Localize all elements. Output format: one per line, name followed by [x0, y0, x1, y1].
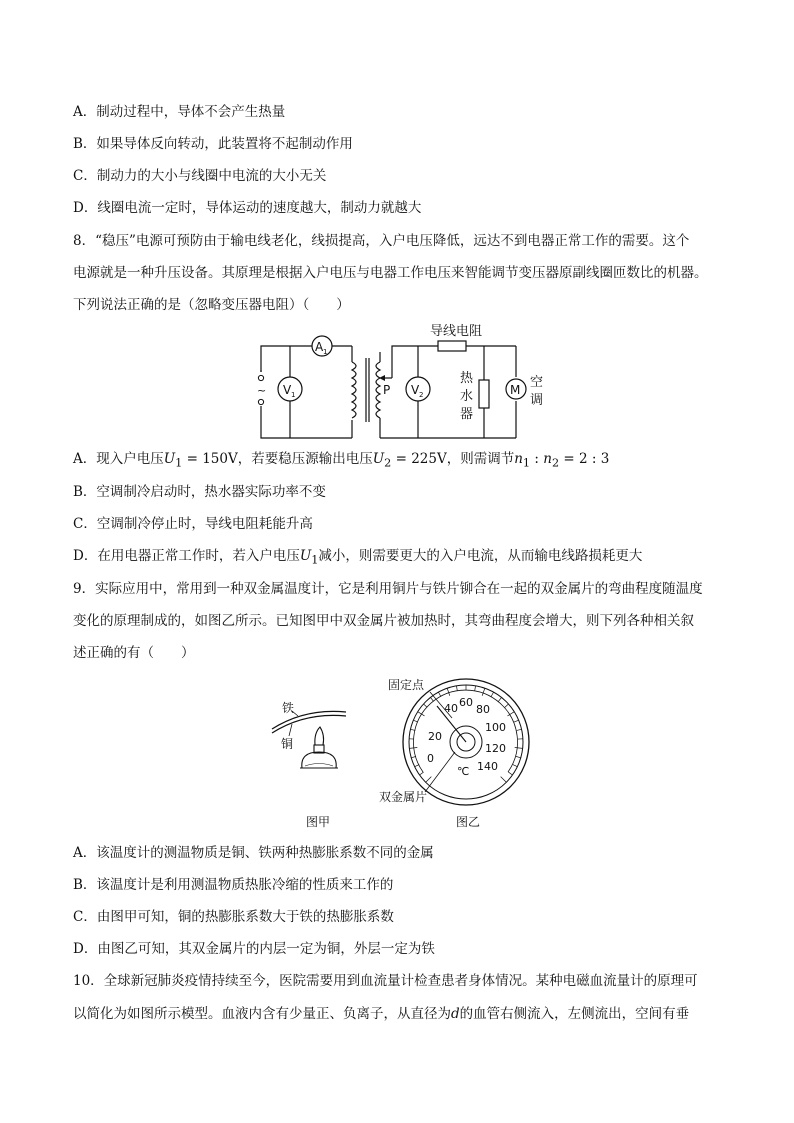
q8-stem-line-1: 8．“稳压”电源可预防由于输电线老化，线损提高，入户电压降低，远达不到电器正常工作的需要。这个: [73, 233, 690, 249]
q9-stem-line-3: 述正确的有（ ）: [73, 645, 195, 661]
dial-tick-40: 40: [444, 702, 458, 715]
q8-circuit-diagram: [240, 318, 560, 446]
q9-stem-line-2: 变化的原理制成的，如图乙所示。已知图甲中双金属片被加热时，其弯曲程度会增大，则下列各种相关叙: [73, 613, 694, 629]
q8-ammeter-sub: 1: [323, 348, 328, 356]
q8-option-a-u2-value: = 225V: [391, 451, 447, 467]
dial-tick-0: 0: [427, 752, 434, 765]
q8-source-symbol: ~: [257, 384, 267, 397]
q8-option-a-u2-sub: 2: [384, 456, 392, 470]
q8-heater-char-2: 水: [460, 389, 474, 404]
q8-motor-label: M: [510, 383, 521, 397]
q7-option-b: B．如果导体反向转动，此装置将不起制动作用: [73, 136, 353, 152]
q8-wire-resistor: [438, 341, 466, 351]
q8-ammeter-label: A: [315, 340, 324, 354]
dial-tick-140: 140: [477, 760, 498, 773]
q9-option-a: A．该温度计的测温物质是铜、铁两种热膨胀系数不同的金属: [73, 845, 434, 861]
q8-voltmeter-v1-label: V: [283, 383, 292, 397]
dial-tick-mark: [501, 777, 507, 783]
caption-figure-a: 图甲: [306, 815, 331, 829]
q8-option-a-n2-sub: 2: [551, 456, 560, 470]
q8-voltmeter-v1-sub: 1: [291, 391, 296, 399]
q8-option-a-end: ，则需调节: [446, 451, 515, 467]
q8-option-a-u2: U: [372, 451, 385, 467]
dial-tick-mark: [415, 765, 420, 767]
q8-option-d-prefix: D．在用电器正常工作时，若入户电压: [73, 548, 300, 564]
iron-label: 铁: [282, 701, 295, 715]
dial-tick-mark: [498, 697, 501, 701]
q7-option-c: C．制动力的大小与线圈中电流的大小无关: [73, 168, 327, 184]
q8-option-a-n1: n: [514, 451, 523, 467]
dial-tick-mark: [430, 697, 433, 701]
q8-heater-char-1: 热: [460, 371, 474, 386]
q8-option-c: C．空调制冷停止时，导线电阻耗能升高: [73, 516, 313, 532]
dial-tick-mark: [438, 692, 440, 696]
dial-tick-mark: [516, 756, 521, 757]
q7-option-d: D．线圈电流一定时，导体运动的速度越大，制动力就越大: [73, 200, 422, 216]
q10-stem-line-2-post: 的血管右侧流入，左侧流出，空间有垂: [459, 1006, 690, 1022]
q8-option-a: [73, 450, 609, 473]
dial-tick-mark: [491, 692, 493, 696]
dial-unit: ℃: [457, 765, 470, 778]
q8-option-a-ratio: = 2 : 3: [559, 451, 610, 467]
dial-tick-mark: [513, 765, 518, 767]
dial-tick-mark: [505, 704, 509, 707]
q8-tap-label: P: [383, 383, 391, 397]
q8-option-a-n1-sub: 1: [522, 456, 531, 470]
dial-tick-80: 80: [476, 703, 490, 716]
copper-label: 铜: [281, 737, 294, 751]
q8-ac-char-1: 空: [530, 375, 544, 390]
q8-option-d: [73, 547, 642, 570]
dial-tick-mark: [475, 686, 476, 691]
dial-tick-mark: [456, 686, 457, 691]
q8-voltmeter-v2-sub: 2: [419, 391, 424, 399]
q8-heater-resistor: [479, 380, 489, 408]
q8-wire-resistance-label: 导线电阻: [430, 324, 483, 339]
q8-option-d-rest: 减小，则需要更大的入户电流，从而输电线路损耗更大: [318, 548, 643, 564]
q9-option-d: D．由图乙可知，其双金属片的内层一定为铜，外层一定为铁: [73, 941, 435, 957]
bimetal-label: 双金属片: [379, 790, 428, 804]
q8-option-b: B．空调制冷启动时，热水器实际功率不变: [73, 484, 326, 500]
q8-option-d-u1-sub: 1: [311, 553, 319, 567]
q8-heater-char-3: 器: [460, 407, 474, 422]
q9-option-c: C．由图甲可知，铜的热膨胀系数大于铁的热膨胀系数: [73, 909, 394, 925]
dial-tick-mark: [423, 704, 427, 707]
q8-option-a-u1-sub: 1: [175, 456, 183, 470]
dial-tick-120: 120: [485, 742, 506, 755]
q10-stem-line-1: 10．全球新冠肺炎疫情持续至今，医院需要用到血流量计检查患者身体情况。某种电磁血流量计的原理可: [73, 973, 698, 989]
q8-option-a-middle: ，若要稳压源输出电压: [237, 451, 373, 467]
dial-tick-60: 60: [459, 696, 473, 709]
dial-tick-mark: [409, 747, 417, 748]
dial-tick-mark: [426, 777, 432, 783]
q10-stem-line-2: [73, 1005, 689, 1023]
dial-tick-mark: [482, 688, 485, 696]
dial-tick-mark: [413, 720, 418, 722]
q8-option-d-u1: U: [299, 548, 312, 564]
q8-option-a-colon: :: [530, 451, 544, 467]
dial-tick-100: 100: [485, 721, 506, 734]
caption-figure-b: 图乙: [456, 815, 481, 829]
q8-option-a-u1: U: [163, 451, 176, 467]
q9-stem-line-1: 9．实际应用中，常用到一种双金属温度计，它是利用铜片与铁片铆合在一起的双金属片的弯曲程度随温度: [73, 581, 703, 597]
dial-tick-mark: [420, 772, 424, 775]
alcohol-lamp-icon: [300, 727, 338, 768]
fixed-point-label: 固定点: [388, 678, 425, 692]
q8-option-a-u1-value: = 150V: [182, 451, 238, 467]
q8-option-a-prefix: A．现入户电压: [73, 451, 164, 467]
q9-thermometer-figure: [265, 672, 530, 832]
q9-option-b: B．该温度计是利用测温物质热胀冷缩的性质来工作的: [73, 877, 394, 893]
q8-voltmeter-v2-label: V: [411, 383, 420, 397]
q7-option-a: A．制动过程中，导体不会产生热量: [73, 104, 286, 120]
q8-stem-line-3: 下列说法正确的是（忽略变压器电阻）（ ）: [73, 297, 350, 313]
dial-tick-mark: [517, 729, 522, 730]
dial-tick-20: 20: [428, 730, 442, 743]
dial-tick-mark: [514, 720, 519, 722]
dial-tick-mark: [447, 688, 450, 696]
q10-diameter-variable: d: [451, 1006, 460, 1022]
dial-tick-mark: [508, 772, 512, 775]
q10-stem-line-2-pre: 以简化为如图所示模型。血液内含有少量正、负离子，从直径为: [73, 1006, 451, 1022]
q8-stem-line-2: 电源就是一种升压设备。其原理是根据入户电压与电器工作电压来智能调节变压器原副线圈匝数比的机器。: [73, 265, 708, 281]
dial-tick-mark: [515, 747, 523, 748]
q8-option-a-n2: n: [543, 451, 552, 467]
q8-ac-char-2: 调: [530, 393, 544, 408]
